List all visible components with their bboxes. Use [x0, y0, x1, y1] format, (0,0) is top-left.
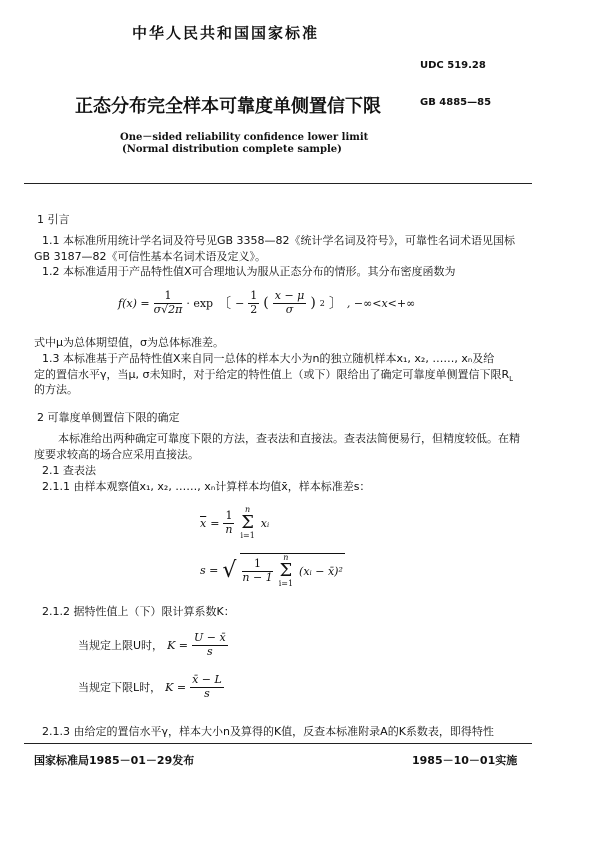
header-divider [24, 183, 532, 184]
formula-exp: · exp [186, 296, 214, 310]
mean-fraction: $\frac{1}{n}$ [225, 508, 233, 536]
formula-left-bracket: 〔 [217, 296, 232, 313]
formula-standardized: $\frac{x - \mu}{\sigma}$ [274, 289, 305, 316]
sample-mean-formula: $\overline{x}$ = $\frac{1}{n}$ n Σ i=1 xᵢ [200, 505, 270, 540]
section-2-heading: 2 可靠度单侧置信下限的确定 [37, 411, 180, 424]
formula-lhs: f(x) = [118, 296, 150, 310]
document-title: 正态分布完全样本可靠度单侧置信下限 [75, 96, 381, 117]
sd-term: (xᵢ − x̄)² [299, 564, 343, 578]
para-1-1-line-2: GB 3187—82《可信性基本名词术语及定义》。 [34, 250, 267, 263]
mean-term: xᵢ [260, 516, 270, 530]
para-1-3-line-3: 的方法。 [34, 383, 78, 396]
subsection-2-1-3: 2.1.3 由给定的置信水平γ，样本大小n及算得的K值，反查本标准附录A的K系数表，即得特性 [42, 725, 494, 738]
k-upper-formula: 当规定上限U时， K = $\frac{U - x̄}{s}$ [78, 631, 226, 658]
formula-note: 式中μ为总体期望值，σ为总体标准差。 [34, 336, 224, 349]
title-english-1: One－sided reliability confidence lower limit [120, 132, 369, 143]
mean-lhs: $\overline{x}$ [200, 516, 207, 530]
sample-sd-formula: s = √ $\frac{1}{n - 1}$ n Σ i=1 (xᵢ − x̄)² [200, 553, 343, 588]
para-1-3-line-2: 定的置信水平γ，当μ, σ未知时，对于给定的特性值上（或下）限给出了确定可靠度单侧置信下限$R_L$ [34, 368, 514, 384]
subsection-2-1-1: 2.1.1 由样本观察值x₁, x₂, ……, xₙ计算样本均值x̄，样本标准差s： [42, 480, 371, 493]
sd-lhs: s = [200, 564, 219, 577]
subsection-2-1-2: 2.1.2 据特性值上（下）限计算系数K： [42, 605, 235, 618]
udc-code: UDC 519.28 [420, 60, 486, 71]
effective-date: 1985－10－01实施 [412, 754, 518, 767]
section-1-heading: 1 引言 [37, 213, 70, 226]
sd-radicand: $\frac{1}{n - 1}$ n Σ i=1 (xᵢ − x̄)² [242, 553, 343, 588]
sd-summation: n Σ i=1 [278, 553, 294, 588]
k-lower-formula: 当规定下限L时， K = $\frac{x̄ - L}{s}$ [78, 673, 222, 700]
formula-range: , −∞<x<+∞ [346, 296, 416, 310]
para-1-1-line-1: 1.1 本标准所用统计学名词及符号见GB 3358—82《统计学名词及符号》，可靠性名词术语见国标 [42, 234, 516, 247]
footer-divider [24, 743, 532, 744]
formula-right-bracket: 〕 [328, 296, 343, 313]
k-lower-label: 当规定下限L时， [78, 681, 162, 695]
standard-number: GB 4885—85 [420, 97, 492, 108]
para-2-line-2: 度要求较高的场合应采用直接法。 [34, 448, 199, 461]
k-upper-label: 当规定上限U时， [78, 639, 164, 653]
formula-half: $\frac{1}{2}$ [250, 289, 258, 316]
formula-square: 2 [319, 298, 325, 308]
issue-date: 国家标准局1985－01－29发布 [34, 754, 195, 767]
subsection-2-1: 2.1 查表法 [42, 464, 96, 477]
title-english-2: (Normal distribution complete sample) [122, 144, 342, 155]
para-1-2: 1.2 本标准适用于产品特性值X可合理地认为服从正态分布的情形。其分布密度函数为 [42, 265, 456, 278]
mean-summation: n Σ i=1 [240, 505, 255, 540]
para-2-line-1: 本标准给出两种确定可靠度下限的方法，查表法和直接法。查表法简便易行，但精度较低。在精 [58, 432, 520, 445]
para-1-3-line-1: 1.3 本标准基于产品特性值X来自同一总体的样本大小为n的独立随机样本x₁, x₂, ……, xₙ及给 [42, 352, 495, 365]
formula-coefficient: $\frac{1}{\sigma√2\pi}$ [153, 289, 183, 316]
issuing-body: 中华人民共和国国家标准 [132, 24, 320, 42]
density-formula: f(x) = $\frac{1}{\sigma√2\pi}$ · exp 〔 − $\frac{1}{2}$ ( $\frac{x - \mu}{\sigma}$ ) 2 〕 , −∞<x<+∞ [118, 289, 416, 316]
